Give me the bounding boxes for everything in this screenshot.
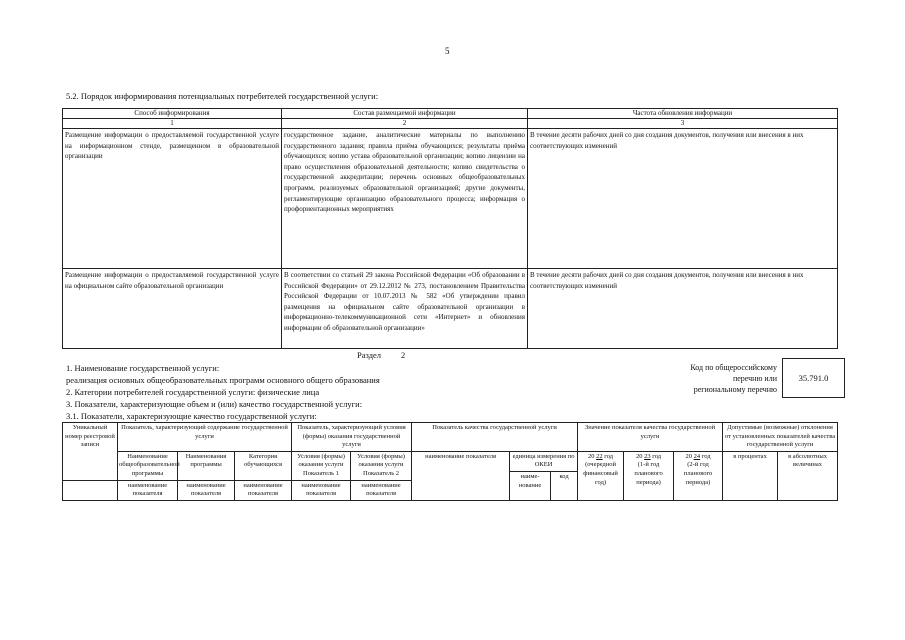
year-suffix: год [604, 452, 614, 460]
year-prefix: 20 [587, 452, 595, 460]
col-number-1: 1 [63, 119, 282, 129]
name-label: наименование показателя [292, 480, 351, 500]
service-code-box: 35.791.0 [782, 358, 845, 398]
header-unit-code: код [551, 471, 578, 500]
consumer-category: 2. Категории потребителей государственной услуги: физические лица [66, 387, 320, 397]
table-header-row [63, 109, 838, 119]
sub-condition-2: Условия (формы) оказания услуги Показатель 2 [351, 451, 412, 480]
row-content: В соответствии со статьей 29 закона Российской Федерации «Об образовании в Российской Федерации» от 29.12.2012 № 273, постановлением Правительства Российской Федерации от 10.07.2013 № 582 «Об утверждении правил размещения на официальном сайте образовательной организации в информационно-телекоммуникационной сети «Интернет» и обновления информации об образовательной организации» [282, 269, 528, 349]
header-year-1 [578, 451, 624, 500]
information-table [62, 108, 838, 349]
row-method: Размещение информации о предоставляемой государственной услуге на официальном сайте образовательной организации [63, 269, 282, 349]
service-name-label: 1. Наименование государственной услуги: [66, 363, 220, 373]
header-indicator-name: наименование показателя [412, 451, 510, 500]
year-2-value: 23 [644, 452, 651, 460]
header-year-3 [674, 451, 723, 500]
year-2-note: (1-й год планового периода) [634, 461, 663, 486]
code-label-line-2: перечню или [732, 374, 777, 383]
section-label: Раздел [357, 350, 382, 360]
year-suffix: год [701, 452, 711, 460]
header-unit: единица измерения по ОКЕИ [510, 451, 578, 471]
page-number: 5 [445, 46, 450, 56]
year-1-note: (очередной финансовый год) [583, 461, 618, 486]
section-heading [357, 350, 405, 360]
header-value: Значение показателя качества государственной услуги [578, 423, 723, 452]
row-frequency: В течение десяти рабочих дней со дня создания документов, получения или внесения в них соответствующих изменений [528, 269, 838, 349]
table-row [63, 269, 838, 349]
quality-indicators-table [62, 422, 838, 501]
header-method: Способ информирования [63, 109, 282, 119]
section-5-2-title: 5.2. Порядок информирования потенциальных потребителей государственной услуги: [66, 91, 379, 101]
code-label-line-1: Код по общероссийскому [690, 363, 777, 372]
name-label: наименование показателя [178, 480, 235, 500]
year-prefix: 20 [685, 452, 692, 460]
header-content: Состав размещаемой информации [282, 109, 528, 119]
year-prefix: 20 [635, 452, 643, 460]
year-suffix: год [652, 452, 662, 460]
indicators-heading: 3. Показатели, характеризующие объем и (или) качество государственной услуги: [66, 399, 363, 409]
name-label: наименование показателя [235, 480, 292, 500]
header-frequency: Частота обновления информации [528, 109, 838, 119]
header-deviation: Допустимые (возможные) отклонения от установленных показателей качества государственной услуги [723, 423, 838, 452]
year-1-value: 22 [596, 452, 603, 460]
name-label: наименование показателя [118, 480, 178, 500]
header-conditions: Показатель, характеризующий условия (формы) оказания государственной услуги [292, 423, 412, 452]
section-number: 2 [401, 350, 406, 360]
registry-cell [63, 480, 118, 500]
table-row [63, 129, 838, 269]
sub-category: Категория обучающихся [235, 451, 292, 480]
table-header-row [63, 423, 838, 452]
row-frequency: В течение десяти рабочих дней со дня создания документов, получения или внесения в них соответствующих изменений [528, 129, 838, 269]
row-content: государственное задание, аналитические материалы по выполнению государственного задания; правила приёма обучающихся; результаты приёма обучающихся; копию устава образовательной организации; копию лицензии на право осуществления образовательной деятельности; копию свидетельства о государственной аккредитации; перечень основных общеобразовательных программ, реализуемых образовательной организацией; другие документы, регламентирующие организацию образовательного процесса; информация о профориентационных мероприятиях [282, 129, 528, 269]
table-header-row [63, 451, 838, 471]
header-percent: в процентах [723, 451, 778, 500]
header-year-2 [624, 451, 674, 500]
col-number-2: 2 [282, 119, 528, 129]
sub-program-name: Наименование общеобразовательной программы [118, 451, 178, 480]
quality-indicators-heading: 3.1. Показатели, характеризующие качество государственной услуги: [66, 411, 317, 421]
sub-condition-1: Условия (формы) оказания услуги Показатель 1 [292, 451, 351, 480]
service-name-value: реализация основных общеобразовательных программ основного общего образования [66, 375, 380, 385]
year-3-note: (2-й год планового периода) [683, 461, 713, 486]
header-unit-name: наиме-нование [510, 471, 551, 500]
header-absolute: в абсолютных величинах [778, 451, 838, 500]
year-3-value: 24 [693, 452, 701, 460]
table-number-row [63, 119, 838, 129]
name-label: наименование показателя [351, 480, 412, 500]
code-label-line-3: региональному перечню [693, 385, 777, 394]
header-quality: Показатель качества государственной услуги [412, 423, 578, 452]
row-method: Размещение информации о предоставляемой государственной услуге на информационном стенде, размещенном в образовательной организации [63, 129, 282, 269]
col-number-3: 3 [528, 119, 838, 129]
header-content: Показатель, характеризующий содержание государственной услуги [118, 423, 292, 452]
header-registry: Уникальный номер реестровой записи [63, 423, 118, 481]
sub-program: Наименования программы [178, 451, 235, 480]
